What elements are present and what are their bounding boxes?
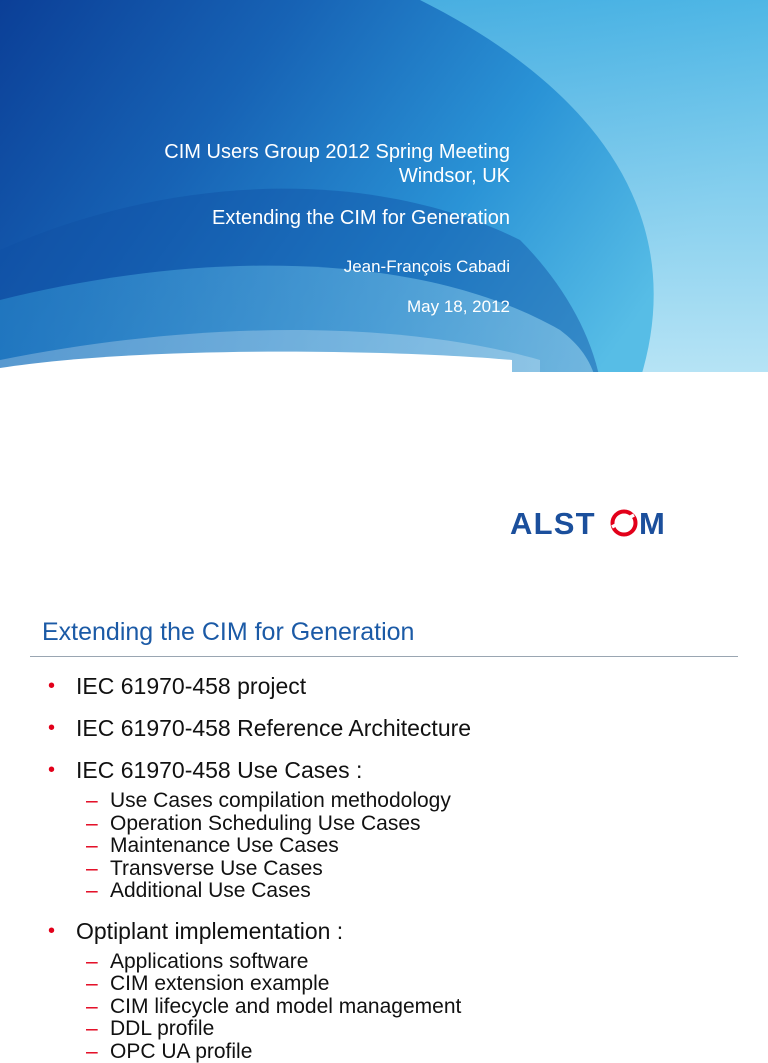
dash-icon: – bbox=[86, 951, 98, 974]
agenda-slide bbox=[0, 590, 768, 1024]
title-divider bbox=[30, 656, 738, 657]
dash-icon: – bbox=[86, 858, 98, 881]
bullet-list bbox=[48, 658, 748, 1063]
sub-bullet-item bbox=[86, 973, 748, 996]
presentation-date: May 18, 2012 bbox=[164, 296, 510, 318]
sub-bullet-item bbox=[86, 880, 748, 903]
sub-bullet-text: CIM lifecycle and model management bbox=[110, 995, 461, 1018]
bullet-dot-icon: • bbox=[48, 672, 55, 700]
sub-bullet-text: CIM extension example bbox=[110, 972, 329, 995]
sub-bullet-list bbox=[86, 790, 748, 903]
event-title-line1: CIM Users Group 2012 Spring Meeting bbox=[164, 140, 510, 164]
sub-bullet-text: Additional Use Cases bbox=[110, 879, 311, 902]
dash-icon: – bbox=[86, 973, 98, 996]
bullet-text: IEC 61970-458 project bbox=[76, 673, 306, 699]
sub-bullet-text: DDL profile bbox=[110, 1017, 214, 1040]
sub-bullet-text: Maintenance Use Cases bbox=[110, 834, 339, 857]
bullet-item bbox=[48, 917, 748, 945]
alstom-logo bbox=[510, 505, 682, 543]
dash-icon: – bbox=[86, 790, 98, 813]
dash-icon: – bbox=[86, 880, 98, 903]
dash-icon: – bbox=[86, 835, 98, 858]
dash-icon: – bbox=[86, 1018, 98, 1041]
bullet-item bbox=[48, 672, 748, 700]
event-title-line2: Windsor, UK bbox=[164, 164, 510, 188]
bullet-item bbox=[48, 756, 748, 784]
sub-bullet-item bbox=[86, 790, 748, 813]
bullet-text: IEC 61970-458 Use Cases : bbox=[76, 757, 362, 783]
sub-bullet-text: Use Cases compilation methodology bbox=[110, 789, 451, 812]
bullet-dot-icon: • bbox=[48, 917, 55, 945]
sub-bullet-item bbox=[86, 1041, 748, 1063]
sub-bullet-item bbox=[86, 813, 748, 836]
sub-bullet-text: OPC UA profile bbox=[110, 1040, 252, 1063]
presentation-subtitle: Extending the CIM for Generation bbox=[164, 206, 510, 230]
author-name: Jean-François Cabadi bbox=[164, 256, 510, 278]
title-block bbox=[164, 140, 510, 318]
sub-bullet-item bbox=[86, 835, 748, 858]
dash-icon: – bbox=[86, 813, 98, 836]
dash-icon: – bbox=[86, 1041, 98, 1063]
sub-bullet-item bbox=[86, 1018, 748, 1041]
sub-bullet-list bbox=[86, 951, 748, 1063]
bullet-dot-icon: • bbox=[48, 714, 55, 742]
sub-bullet-text: Applications software bbox=[110, 950, 308, 973]
sub-bullet-item bbox=[86, 996, 748, 1019]
bullet-text: Optiplant implementation : bbox=[76, 918, 343, 944]
sub-bullet-text: Transverse Use Cases bbox=[110, 857, 323, 880]
sub-bullet-text: Operation Scheduling Use Cases bbox=[110, 812, 421, 835]
bullet-dot-icon: • bbox=[48, 756, 55, 784]
bullet-item bbox=[48, 714, 748, 742]
svg-text:ALST: ALST bbox=[510, 506, 596, 541]
bullet-text: IEC 61970-458 Reference Architecture bbox=[76, 715, 471, 741]
sub-bullet-item bbox=[86, 951, 748, 974]
dash-icon: – bbox=[86, 996, 98, 1019]
slide-title: Extending the CIM for Generation bbox=[42, 618, 414, 647]
svg-text:M: M bbox=[639, 506, 665, 541]
sub-bullet-item bbox=[86, 858, 748, 881]
